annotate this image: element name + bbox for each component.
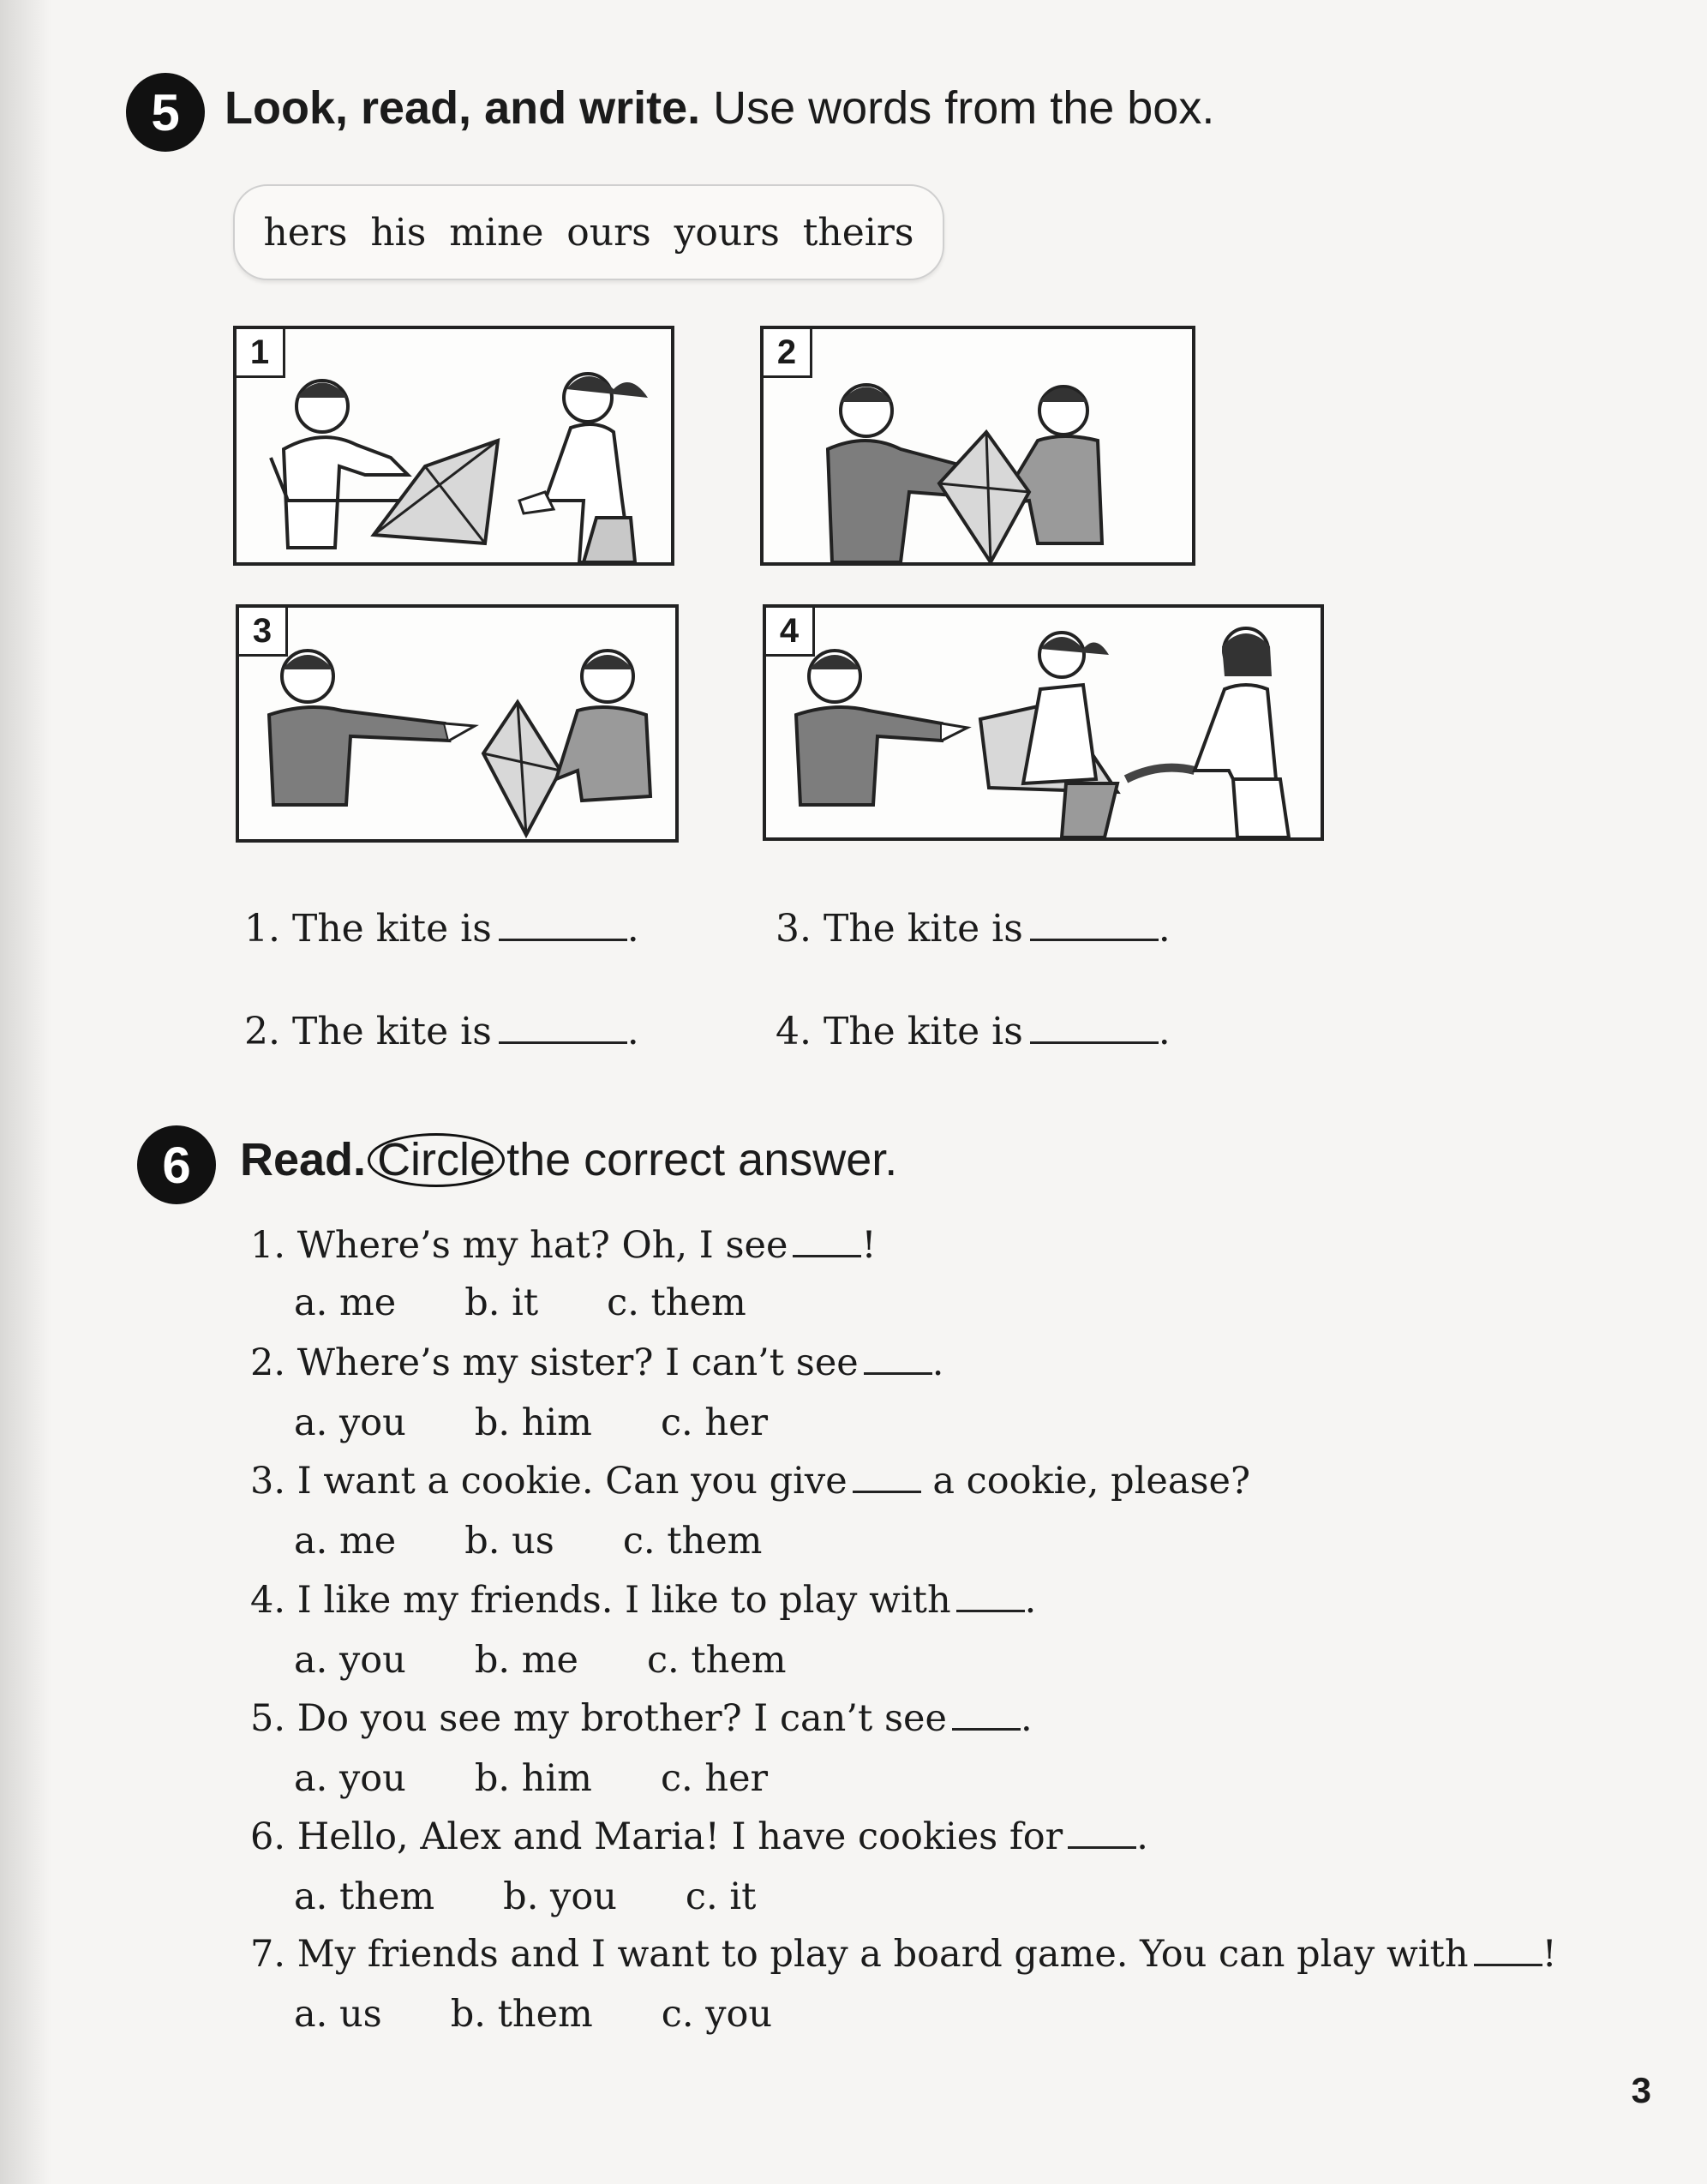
option-c[interactable]: c. them [607,1281,746,1324]
question-text: I like my friends. I like to play with [296,1579,951,1622]
question-text-end: ! [861,1224,877,1267]
sentence-1 [244,907,639,951]
question-number: 6. [250,1815,286,1858]
sentence-text: The kite is [291,907,492,951]
sentence-number: 3. [776,907,812,951]
word-box-item: ours [566,210,651,255]
question-text: My friends and I want to play a board game. You can play with [296,1933,1469,1976]
answer-blank[interactable] [1030,909,1159,941]
question-number: 4. [250,1579,286,1622]
picture-3-number: 3 [239,608,288,657]
option-a[interactable]: a. you [294,1401,406,1444]
option-c[interactable]: c. them [622,1520,763,1563]
question-number: 2. [250,1341,286,1384]
option-b[interactable]: b. me [474,1639,578,1682]
option-a[interactable]: a. you [294,1639,406,1682]
word-box [233,184,944,280]
section-6-title-rest: the correct answer. [506,1134,898,1185]
section-5-title-bold: Look, read, and write. [225,82,701,134]
question-number: 7. [250,1933,286,1976]
picture-2-number: 2 [764,329,812,378]
option-b[interactable]: b. them [450,1993,593,2036]
picture-4-number: 4 [766,608,815,657]
options-6 [294,1875,824,1918]
question-4 [250,1579,1036,1622]
sentence-end: . [626,907,639,951]
options-7 [294,1993,841,2036]
sentence-text: The kite is [291,1010,492,1053]
question-text: I want a cookie. Can you give [296,1460,848,1503]
option-a[interactable]: a. you [294,1757,406,1800]
question-text-end: . [931,1341,944,1384]
answer-blank [1068,1817,1136,1849]
option-c[interactable]: c. you [661,1993,773,2036]
picture-4 [763,604,1324,841]
page-edge-shadow [0,0,51,2184]
question-text: Do you see my brother? I can’t see [296,1697,947,1740]
question-7 [250,1933,1557,1976]
word-box-item: his [370,210,427,255]
options-3 [294,1520,830,1563]
option-c[interactable]: c. her [660,1401,769,1444]
question-number: 5. [250,1697,286,1740]
question-text: Where’s my hat? Oh, I see [296,1224,788,1267]
sentence-number: 2. [244,1010,280,1053]
answer-blank [1474,1935,1542,1966]
option-a[interactable]: a. them [294,1875,435,1918]
question-text-end: . [1024,1579,1037,1622]
picture-1-number: 1 [237,329,285,378]
sentence-end: . [1158,907,1171,951]
answer-blank[interactable] [499,909,627,941]
option-a[interactable]: a. me [294,1281,397,1324]
picture-4-illustration [766,608,1321,837]
option-c[interactable]: c. them [646,1639,787,1682]
question-6 [250,1815,1148,1858]
question-number: 3. [250,1460,286,1503]
sentence-number: 1. [244,907,280,951]
word-box-item: theirs [802,210,914,255]
sentence-text: The kite is [823,1010,1023,1053]
sentence-end: . [1158,1010,1171,1053]
answer-blank [853,1461,921,1493]
section-5-title-rest: Use words from the box. [713,82,1215,134]
circle-word: Circle [368,1133,505,1187]
option-a[interactable]: a. us [294,1993,382,2036]
answer-blank [793,1226,861,1257]
picture-1-illustration [237,329,671,562]
section-6-title-bold: Read. [240,1134,367,1185]
question-2 [250,1341,943,1384]
option-b[interactable]: b. him [474,1757,592,1800]
question-text: Hello, Alex and Maria! I have cookies for [296,1815,1063,1858]
section-5-badge: 5 [126,73,205,152]
answer-blank[interactable] [499,1012,627,1044]
question-5 [250,1697,1033,1740]
option-b[interactable]: b. us [464,1520,554,1563]
picture-1 [233,326,674,566]
answer-blank [864,1343,932,1375]
answer-blank [956,1581,1025,1612]
sentence-2 [244,1010,639,1053]
sentence-number: 4. [776,1010,812,1053]
answer-blank[interactable] [1030,1012,1159,1044]
answer-blank [952,1699,1021,1731]
page-number: 3 [1631,2070,1651,2110]
question-text-end: a cookie, please? [932,1460,1251,1503]
options-5 [294,1757,836,1800]
word-box-item: mine [449,210,544,255]
section-5-heading [225,81,1214,135]
question-text-end: . [1020,1697,1033,1740]
question-3 [250,1460,1250,1503]
question-text-end: ! [1542,1933,1557,1976]
sentence-end: . [626,1010,639,1053]
option-a[interactable]: a. me [294,1520,397,1563]
options-1 [294,1281,815,1324]
picture-3 [236,604,679,843]
option-b[interactable]: b. you [503,1875,617,1918]
picture-2 [760,326,1195,566]
section-6-heading [240,1133,897,1187]
question-text-end: . [1136,1815,1148,1858]
question-text: Where’s my sister? I can’t see [296,1341,859,1384]
option-b[interactable]: b. it [464,1281,539,1324]
option-c[interactable]: c. her [660,1757,769,1800]
section-6-badge: 6 [137,1125,216,1204]
option-c[interactable]: c. it [685,1875,757,1918]
options-2 [294,1401,836,1444]
options-4 [294,1639,855,1682]
question-number: 1. [250,1224,286,1267]
sentence-text: The kite is [823,907,1023,951]
sentence-4 [776,1010,1171,1053]
option-b[interactable]: b. him [474,1401,592,1444]
word-box-item: hers [263,210,348,255]
picture-2-illustration [764,329,1192,562]
word-box-item: yours [674,210,780,255]
sentence-3 [776,907,1171,951]
question-1 [250,1224,877,1267]
picture-3-illustration [239,608,675,839]
